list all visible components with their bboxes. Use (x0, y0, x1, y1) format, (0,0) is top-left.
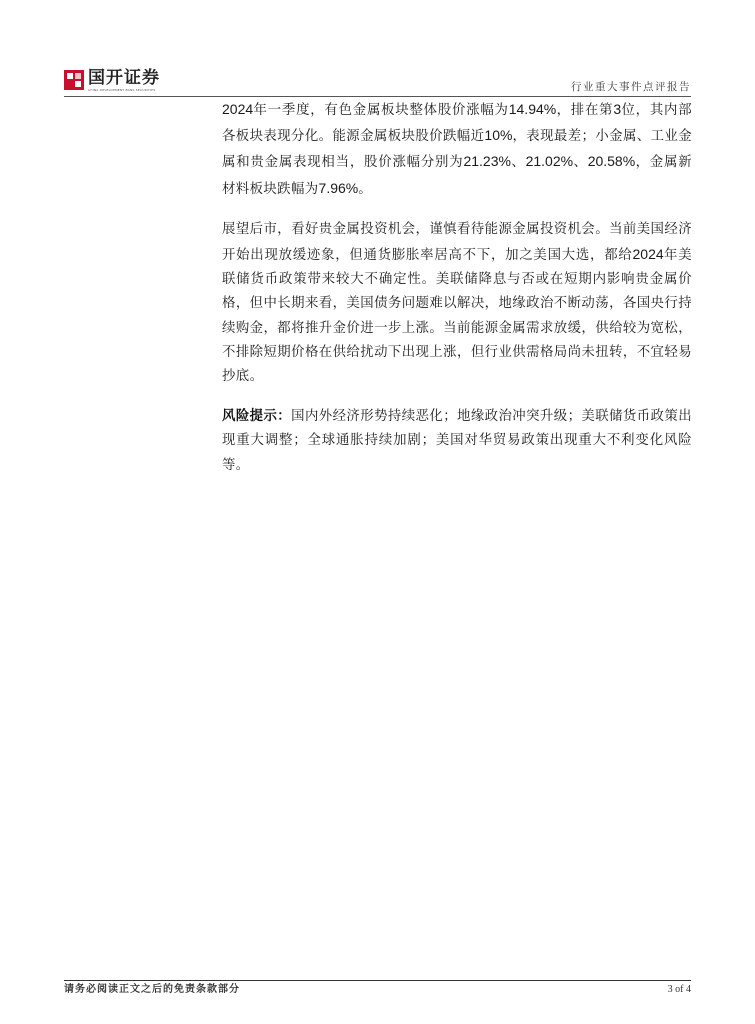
text-run: 7.96% (318, 179, 359, 196)
text-run: 位，其内部各板块表现分化。能源金属板块股价跌幅近 (222, 103, 692, 145)
text-run: 2024 (632, 246, 664, 263)
text-run: ，排在第 (556, 103, 614, 118)
brand-name: 国开证券 (88, 68, 160, 88)
text-run: 、 (510, 155, 526, 171)
paragraph-q1-performance (222, 97, 692, 202)
paragraph-risk-warning (222, 405, 692, 478)
text-run: 21.23% (463, 153, 511, 170)
footer-disclaimer: 请务必阅读正文之后的免责条款部分 (64, 984, 240, 995)
text-run: ，金属新材料板块跌幅为 (222, 155, 692, 197)
footer-divider (64, 980, 691, 981)
page-header (0, 0, 755, 100)
text-run: 3 (613, 101, 622, 117)
report-type-label: 行业重大事件点评报告 (571, 81, 691, 93)
brand-subtitle: CHINA DEVELOPMENT BANK SECURITIES (88, 88, 156, 92)
text-run: 14.94% (508, 101, 557, 117)
text-run: 。 (358, 181, 373, 197)
text-run: 10% (484, 127, 513, 144)
text-run: 20.58% (587, 153, 636, 170)
risk-warning-text: 国内外经济形势持续恶化；地缘政治冲突升级；美联储货币政策出现重大调整；全球通胀持续加剧；美国对华贸易政策出现重大不利变化风险等。 (222, 409, 692, 473)
text-run: 年美联储货币政策带来较大不确定性。美联储降息与否或在短期内影响贵金属价格，但中长期来看，美国债务问题难以解决，地缘政治不断动荡，各国央行持续购金，都将推升金价进一步上涨。当前能源金属需求放缓，供给较为宽松，不排除短期价格在供给扰动下出现上涨，但行业供需格局尚未扭转，不宜轻易抄底。 (222, 248, 692, 385)
text-run: 2024 (222, 101, 254, 117)
logo-mark-icon (64, 70, 84, 90)
text-run: 年一季度，有色金属板块整体股价涨幅为 (253, 103, 509, 118)
report-body (222, 97, 692, 494)
text-run: ，表现最差；小金属、工业金属和贵金属表现相当，股价涨幅分别为 (222, 129, 692, 171)
page-number: 3 of 4 (667, 984, 691, 995)
text-run: 展望后市，看好贵金属投资机会，谨慎看待能源金属投资机会。当前美国经济开始出现放缓迹象，但通货膨胀率居高不下，加之美国大选，都给 (222, 221, 692, 264)
company-logo (64, 68, 174, 92)
paragraph-outlook (222, 218, 692, 389)
text-run: 21.02% (525, 153, 574, 170)
text-run: 、 (573, 155, 588, 171)
risk-warning-label: 风险提示： (222, 409, 292, 425)
